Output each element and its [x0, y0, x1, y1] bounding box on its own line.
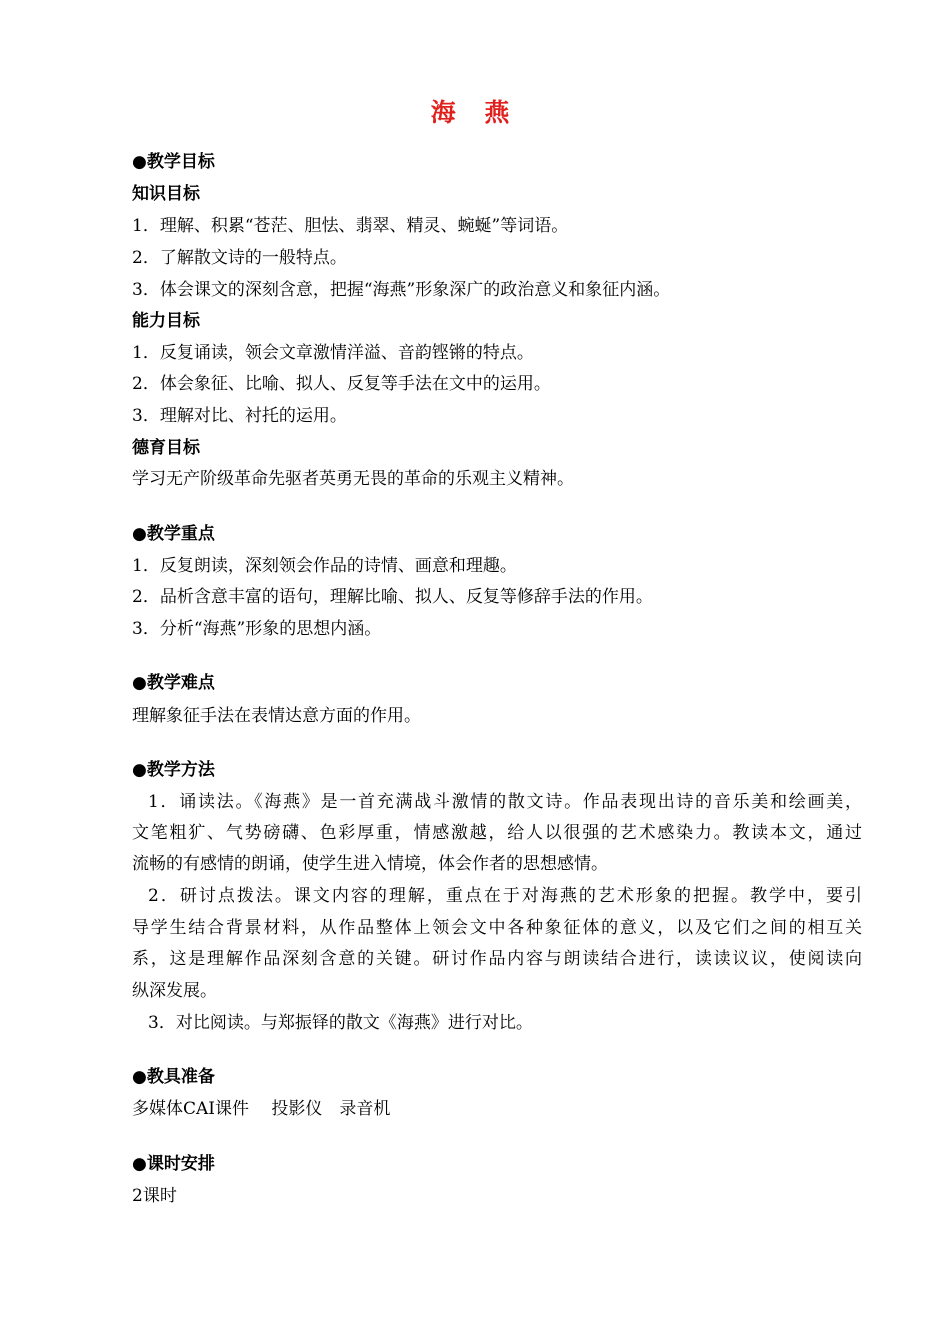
- section-heading-materials: ●教具准备: [132, 1067, 215, 1087]
- list-item: 2．品析含意丰富的语句，理解比喻、拟人、反复等修辞手法的作用。: [132, 587, 653, 607]
- paragraph-line: 纵深发展。: [132, 981, 217, 1001]
- list-item: 3．分析“海燕”形象的思想内涵。: [132, 619, 382, 639]
- document-title: 海 燕: [430, 98, 520, 127]
- list-item: 2．了解散文诗的一般特点。: [132, 248, 347, 268]
- paragraph: 3．对比阅读。与郑振铎的散文《海燕》进行对比。: [148, 1013, 533, 1033]
- subheading-moral: 德育目标: [132, 438, 200, 458]
- paragraph-line: 流畅的有感情的朗诵，使学生进入情境，体会作者的思想感情。: [132, 854, 608, 874]
- subheading-ability: 能力目标: [132, 311, 200, 331]
- section-heading-methods: ●教学方法: [132, 760, 215, 780]
- list-item: 3．体会课文的深刻含意，把握“海燕”形象深广的政治意义和象征内涵。: [132, 280, 671, 300]
- list-item: 2．体会象征、比喻、拟人、反复等手法在文中的运用。: [132, 374, 551, 394]
- list-item: 1．反复诵读，领会文章激情洋溢、音韵铿锵的特点。: [132, 343, 534, 363]
- paragraph: 2课时: [132, 1186, 177, 1206]
- list-item: 1．理解、积累“苍茫、胆怯、翡翠、精灵、蜿蜒”等词语。: [132, 216, 569, 236]
- section-heading-schedule: ●课时安排: [132, 1154, 215, 1174]
- paragraph-line: 文笔粗犷、气势磅礴、色彩厚重，情感激越，给人以很强的艺术感染力。教读本文，通过: [132, 823, 862, 843]
- section-heading-difficulty: ●教学难点: [132, 673, 215, 693]
- section-heading-key-points: ●教学重点: [132, 524, 215, 544]
- paragraph: 学习无产阶级革命先驱者英勇无畏的革命的乐观主义精神。: [132, 469, 574, 489]
- paragraph-line: 2．研讨点拨法。课文内容的理解，重点在于对海燕的艺术形象的把握。教学中，要引: [148, 886, 862, 906]
- list-item: 1．反复朗读，深刻领会作品的诗情、画意和理趣。: [132, 556, 517, 576]
- list-item: 3．理解对比、衬托的运用。: [132, 406, 347, 426]
- paragraph: 理解象征手法在表情达意方面的作用。: [132, 706, 421, 726]
- paragraph-line: 系，这是理解作品深刻含意的关键。研讨作品内容与朗读结合进行，读读议议，使阅读向: [132, 949, 862, 969]
- paragraph-line: 导学生结合背景材料，从作品整体上领会文中各种象征体的意义，以及它们之间的相互关: [132, 918, 862, 938]
- section-heading-objectives: ●教学目标: [132, 152, 215, 172]
- paragraph: 多媒体CAI课件 投影仪 录音机: [132, 1099, 391, 1119]
- paragraph-line: 1．诵读法。《海燕》是一首充满战斗激情的散文诗。作品表现出诗的音乐美和绘画美，: [148, 792, 862, 812]
- subheading-knowledge: 知识目标: [132, 184, 200, 204]
